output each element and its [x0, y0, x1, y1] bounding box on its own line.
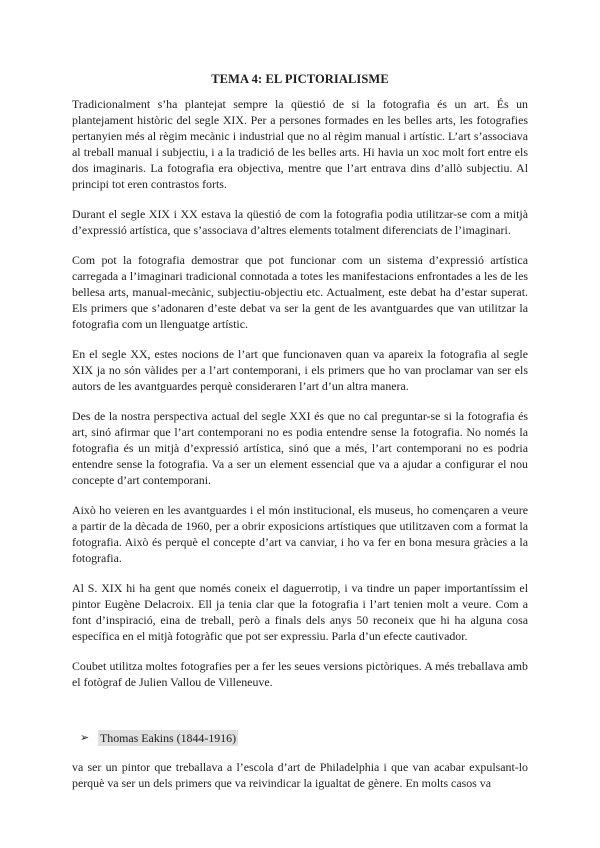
document-title: TEMA 4: EL PICTORIALISME [211, 72, 389, 86]
paragraph-7: Al S. XIX hi ha gent que només coneix el daguerrotip, i va tindre un paper importantíssim el pintor Eugène Delacroix. Ell ja tenia clar que la fotografia i l’art tenien molt a veure. Com a font d’inspiració, eina de treball, però a finals dels anys 50 reconeix que hi ha alguna cosa específica en el mitjà fotogràfic que pot ser expressiu. Parla d’un efecte cautivador. [72, 581, 528, 643]
paragraph-2: Durant el segle XIX i XX estava la qüestió de com la fotografia podia utilitzar-se com a mitjà d’expressió artística, que s’associava d’altres elements totalment diferenciats de l’imaginari. [72, 207, 528, 237]
paragraph-3: Com pot la fotografia demostrar que pot funcionar com un sistema d’expressió artística carregada a l’imaginari tradicional connotada a totes les manifestacions enfrontades a les de les bellesa arts, manual-mecànic, subjectiu-objectiu etc. Actualment, este debat ha d’estar superat. Els primers que s’adonaren d’este debat va ser la gent de les avantguardes que van utilitzar la fotografia com un llenguatge artístic. [72, 253, 528, 331]
paragraph-8: Coubet utilitza moltes fotografies per a fer les seues versions pictòriques. A més treballava amb el fotògraf de Julien Vallou de Villeneuve. [72, 659, 528, 689]
paragraph-5: Des de la nostra perspectiva actual del segle XXI és que no cal preguntar-se si la fotografia és art, sinó afirmar que l’art contemporani no es podia entendre sense la fotografia. No només la fotografia és un mitjà d’expressió artística, sinó que a més, l’art contemporani no es podria entendre sense la fotografia. Va a ser un element essencial que va a ajudar a configurar el nou concepte d’art contemporani. [72, 409, 528, 487]
closing-paragraph: va ser un pintor que treballava a l’escola d’art de Philadelphia i que van acabar expulsant-lo perquè va ser un dels primers que va reivindicar la igualtat de gènere. En molts casos va [72, 760, 528, 790]
paragraph-6: Això ho veieren en les avantguardes i el món institucional, els museus, ho començaren a veure a partir de la dècada de 1960, per a obrir exposicions artístiques que utilitzaven com a format la fotografia. Això és perquè el concepte d’art va canviar, i ho va fer en bona mesura gràcies a la fotografia. [72, 503, 528, 565]
paragraph-4: En el segle XX, estes nocions de l’art que funcionaven quan va apareix la fotografia al segle XIX ja no són vàlides per a l’art contemporani, i els primers que ho van proclamar van ser els autors de les avantguardes perquè consideraren l’art d’un altra manera. [72, 347, 528, 393]
bullet-heading-text: Thomas Eakins (1844-1916) [100, 731, 237, 745]
arrow-bullet-icon: ➢ [80, 732, 90, 744]
bullet-heading [80, 730, 528, 746]
paragraph-1: Tradicionalment s’ha plantejat sempre la qüestió de si la fotografia és un art. És un plantejament històric del segle XIX. Per a persones formades en les belles arts, les fotografies pertanyien més al règim mecànic i industrial que no al règim manual i artístic. L’art s’associava al treball manual i subjectiu, i a la tradició de les belles arts. Hi havia un xoc molt fort entre els dos imaginaris. La fotografia era objectiva, mentre que l’art entrava dins d’allò subjectiu. Al principi tot eren contrastos forts. [72, 97, 528, 191]
